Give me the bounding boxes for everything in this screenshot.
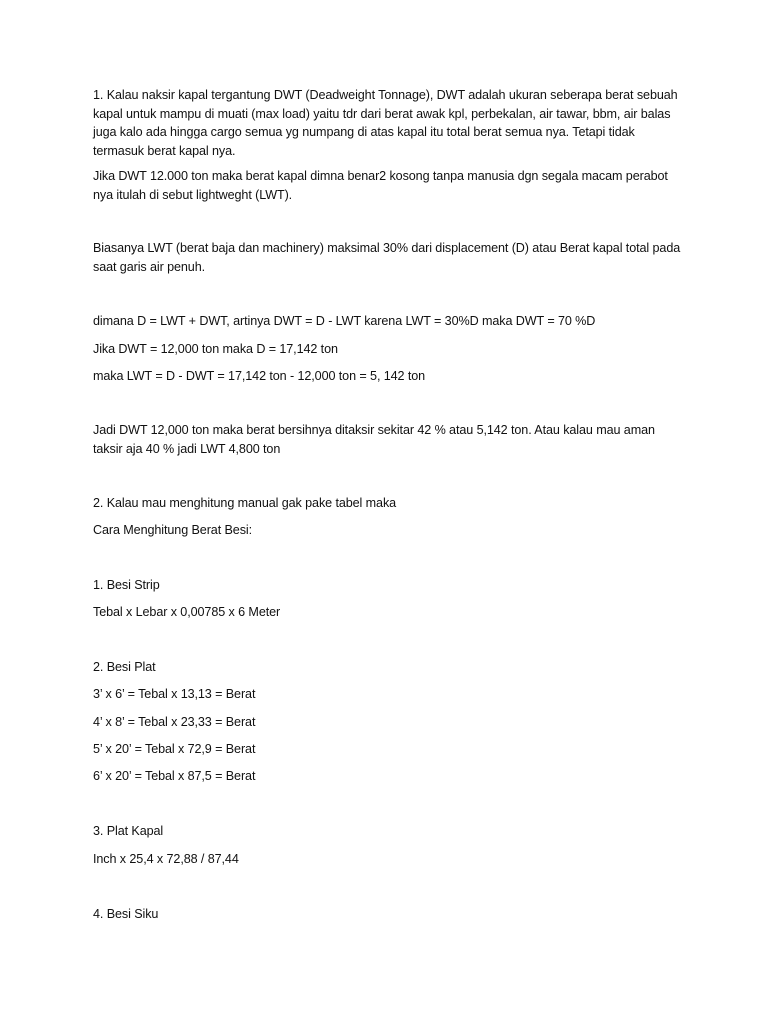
besi-plat-line: 6’ x 20’ = Tebal x 87,5 = Berat (93, 769, 256, 783)
section-2-heading: 2. Kalau mau menghitung manual gak pake tabel maka (93, 496, 397, 510)
cara-menghitung-heading: Cara Menghitung Berat Besi: (93, 523, 253, 537)
paragraph-conclusion: Jadi DWT 12,000 ton maka berat bersihnya ditaksir sekitar 42 % atau 5,142 ton. Atau kalau mau aman taksir aja 40 % jadi LWT 4,800 ton (93, 423, 655, 456)
plat-kapal-formula: Inch x 25,4 x 72,88 / 87,44 (93, 852, 239, 866)
besi-plat-line: 5’ x 20’ = Tebal x 72,9 = Berat (93, 742, 256, 756)
besi-siku-title: 4. Besi Siku (93, 907, 159, 921)
paragraph-lwt-definition: Jika DWT 12.000 ton maka berat kapal dimna benar2 kosong tanpa manusia dgn segala macam perabot nya itulah di sebut lightweght (LWT). (93, 169, 668, 202)
paragraph-lwt-percentage: Biasanya LWT (berat baja dan machinery) maksimal 30% dari displacement (D) atau Berat kapal total pada saat garis air penuh. (93, 241, 681, 274)
besi-strip-formula: Tebal x Lebar x 0,00785 x 6 Meter (93, 605, 281, 619)
formula-maka-lwt: maka LWT = D - DWT = 17,142 ton - 12,000 ton = 5, 142 ton (93, 369, 426, 383)
plat-kapal-title: 3. Plat Kapal (93, 824, 164, 838)
formula-jika-dwt: Jika DWT = 12,000 ton maka D = 17,142 ton (93, 342, 338, 356)
besi-strip-title: 1. Besi Strip (93, 578, 160, 592)
besi-plat-title: 2. Besi Plat (93, 660, 156, 674)
paragraph-dwt-definition: 1. Kalau naksir kapal tergantung DWT (Deadweight Tonnage), DWT adalah ukuran seberapa berat sebuah kapal untuk mampu di muati (max load) yaitu tdr dari berat awak kpl, perbekalan, air tawar, bbm, air balas juga kalo ada hingga cargo semua yg numpang di atas kapal itu total berat semua nya. Tetapi tidak termasuk berat kapal nya. (93, 88, 678, 158)
formula-displacement: dimana D = LWT + DWT, artinya DWT = D - LWT karena LWT = 30%D maka DWT = 70 %D (93, 314, 596, 328)
besi-plat-line: 3’ x 6’ = Tebal x 13,13 = Berat (93, 687, 256, 701)
besi-plat-line: 4’ x 8’ = Tebal x 23,33 = Berat (93, 715, 256, 729)
